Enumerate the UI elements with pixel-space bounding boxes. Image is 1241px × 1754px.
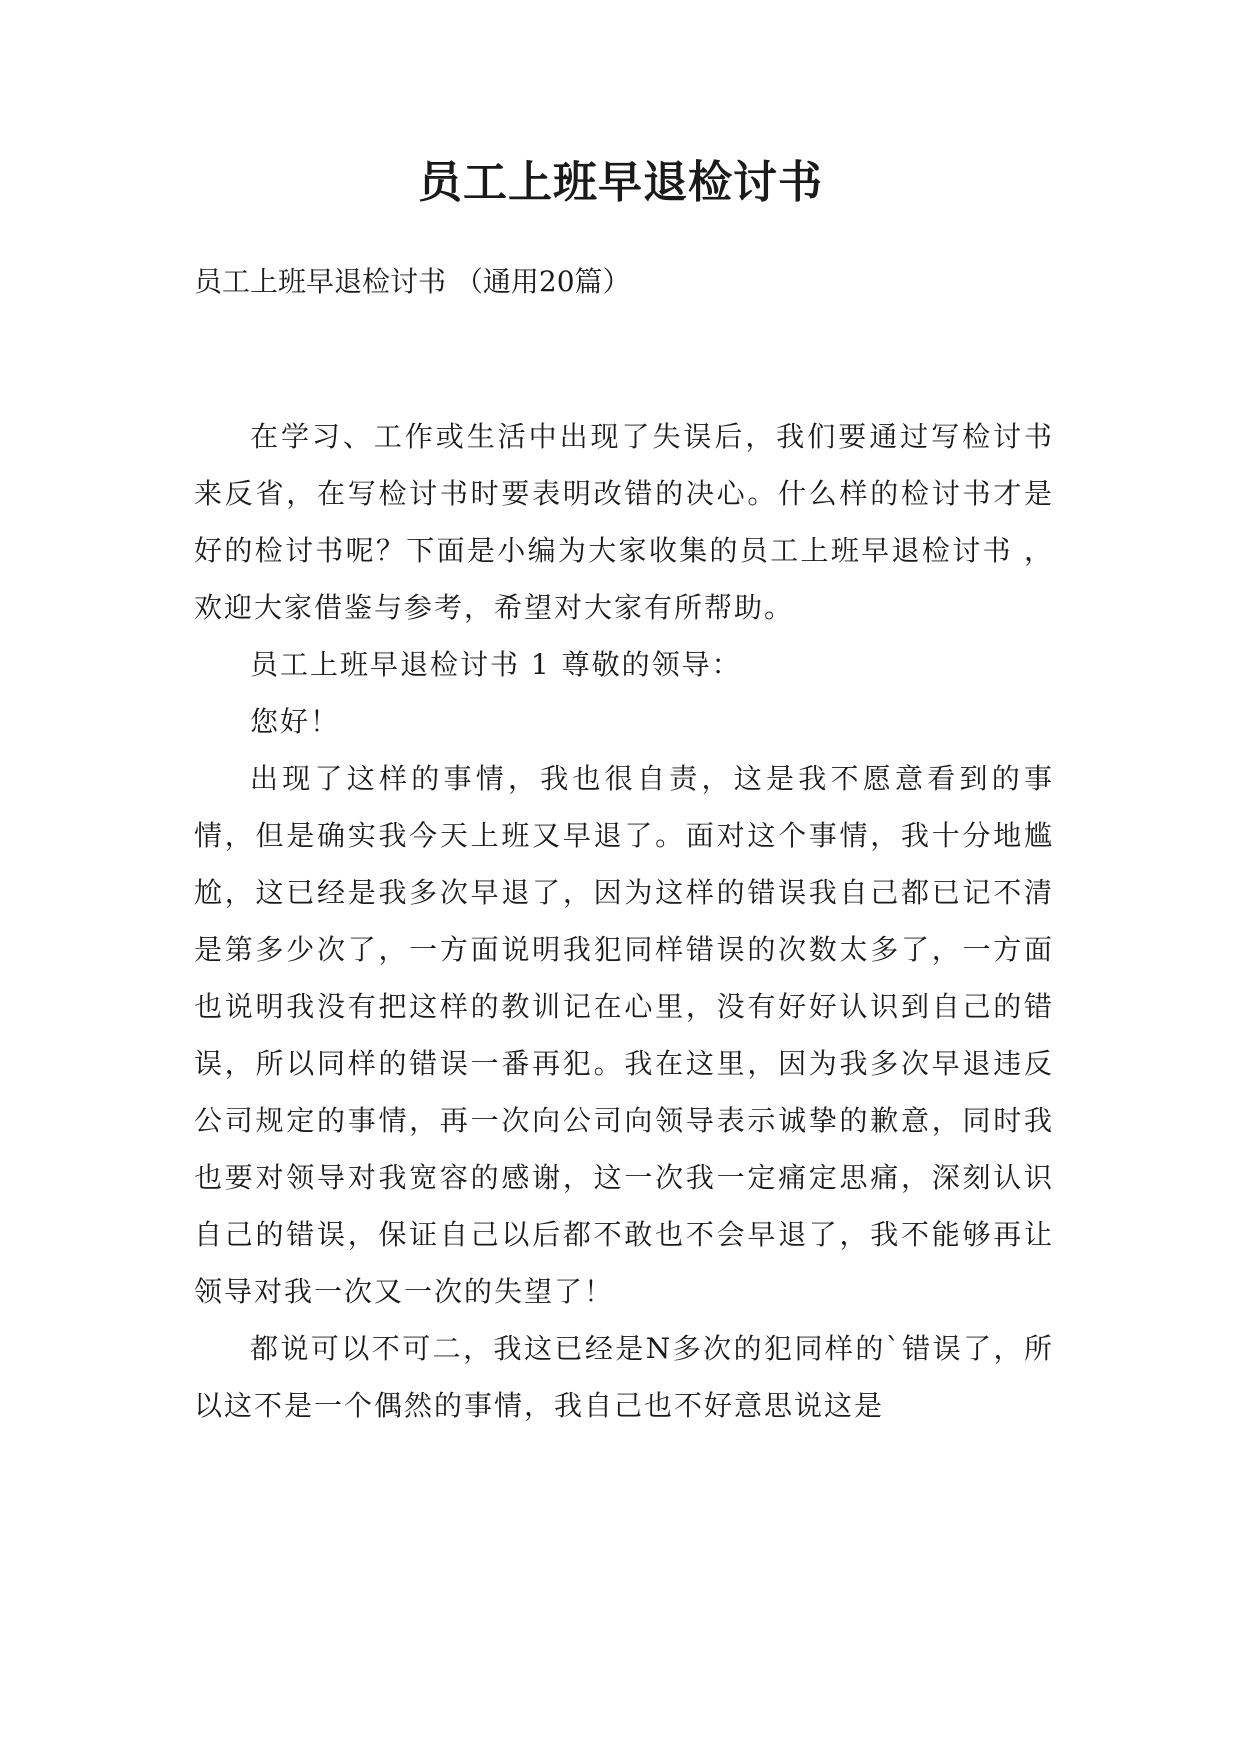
salutation-line: 员工上班早退检讨书 1 尊敬的领导： [250, 648, 742, 681]
greeting-line: 您好！ [250, 705, 341, 738]
document-body [194, 408, 1054, 1434]
document-title: 员工上班早退检讨书 [418, 157, 823, 208]
intro-paragraph: 在学习、工作或生活中出现了失误后，我们要通过写检讨书来反省，在写检讨书时要表明改错的决心。什么样的检讨书才是好的检讨书呢？下面是小编为大家收集的员工上班早退检讨书 ，欢迎大家借鉴与参考，希望对大家有所帮助。 [194, 420, 1054, 624]
body-paragraph: 出现了这样的事情，我也很自责，这是我不愿意看到的事情，但是确实我今天上班又早退了。面对这个事情，我十分地尴尬，这已经是我多次早退了，因为这样的错误我自己都已记不清是第多少次了，一方面说明我犯同样错误的次数太多了，一方面也说明我没有把这样的教训记在心里，没有好好认识到自己的错误，所以同样的错误一番再犯。我在这里，因为我多次早退违反公司规定的事情，再一次向公司向领导表示诚挚的歉意，同时我也要对领导对我宽容的感谢，这一次我一定痛定思痛，深刻认识自己的错误，保证自己以后都不敢也不会早退了，我不能够再让领导对我一次又一次的失望了！ [194, 762, 1054, 1308]
document-subtitle: 员工上班早退检讨书 （通用20篇） [194, 265, 631, 298]
body-paragraph: 都说可以不可二，我这已经是N多次的犯同样的`错误了，所以这不是一个偶然的事情，我自己也不好意思说这是 [194, 1332, 1054, 1422]
